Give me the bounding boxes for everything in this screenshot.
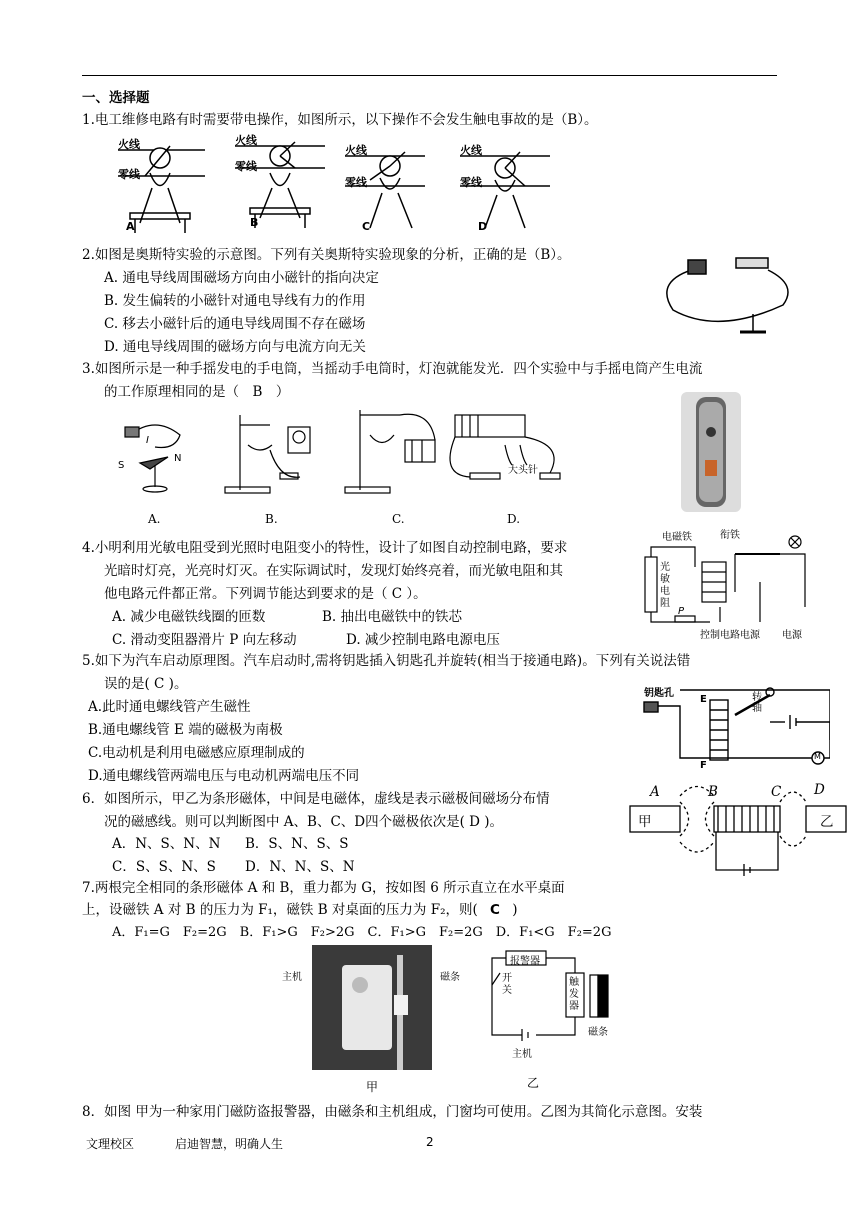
q6-fig-b: B xyxy=(708,784,718,800)
q6-fig-d: D xyxy=(814,782,825,798)
question-7-line2 xyxy=(82,898,518,918)
q8-fig-switch xyxy=(502,973,512,997)
q5-fig-axis xyxy=(752,692,762,714)
q4-circuit-figure xyxy=(640,522,815,640)
q8-fig-magnet-label: 磁条 xyxy=(440,972,460,983)
q1-live-wire-label-d: 火线 xyxy=(460,144,482,157)
q1-label-a: A xyxy=(126,220,135,233)
q3-label-c: C. xyxy=(392,512,405,526)
q6-magnets-figure xyxy=(628,782,848,877)
q1-live-wire-label-a: 火线 xyxy=(118,138,140,151)
q4-option-d: D. 减少控制电路电源电压 xyxy=(346,632,500,648)
question-5-line2: 误的是( C )。 xyxy=(104,676,188,692)
q3-label-d: D. xyxy=(507,512,521,526)
q8-photo-jia xyxy=(312,945,432,1070)
question-4-line2: 光暗时灯亮，光亮时灯灭。在实际调试时，发现灯始终亮着，而光敏电阻和其 xyxy=(104,563,563,579)
q3-experiments-figure xyxy=(110,405,570,500)
q7-line2-text: 上，设磁铁 A 对 B 的压力为 F₁，磁铁 B 对桌面的压力为 F₂，则( xyxy=(82,902,478,918)
question-7-line1: 7.两根完全相同的条形磁体 A 和 B，重力都为 G，按如图 6 所示直立在水平桌面 xyxy=(82,880,565,896)
q8-fig-trigger-char: 触 xyxy=(569,977,579,988)
q5-fig-m: M xyxy=(814,752,821,761)
q8-fig-magnet2: 磁条 xyxy=(588,1027,608,1038)
q4-option-a: A. 减少电磁铁线圈的匝数 xyxy=(112,609,266,625)
question-5-line1: 5.如下为汽车启动原理图。汽车启动时,需将钥匙插入钥匙孔并旋转(相当于接通电路)。下列有关说法错 xyxy=(82,653,691,669)
q8-fig-yi: 乙 xyxy=(527,1076,540,1090)
q2-option-b: B. 发生偏转的小磁针对通电导线有力的作用 xyxy=(104,293,366,309)
q3-label-a: A. xyxy=(148,512,161,526)
q6-fig-left: 甲 xyxy=(638,814,652,830)
question-4-line3: 他电路元件都正常。下列调节能达到要求的是（ C ）。 xyxy=(104,586,427,602)
q5-option-a: A.此时通电螺线管产生磁性 xyxy=(88,699,251,715)
q2-option-a: A. 通电导线周围磁场方向由小磁针的指向决定 xyxy=(104,270,379,286)
q6-option-a: A．N、S、N、N xyxy=(112,836,221,852)
q3-fig-pin: 大头针 xyxy=(508,465,538,476)
q6-option-c: C．S、S、N、S xyxy=(112,859,216,875)
q1-neutral-wire-label-a: 零线 xyxy=(118,168,140,181)
q8-fig-trigger xyxy=(569,977,579,1013)
q5-option-c: C.电动机是利用电磁感应原理制成的 xyxy=(88,745,305,761)
page-number: 2 xyxy=(426,1135,434,1149)
q3-fig-s: S xyxy=(118,460,125,471)
question-1-text: 1.电工维修电路有时需要带电操作，如图所示，以下操作不会发生触电事故的是（B）。 xyxy=(82,112,598,128)
q8-fig-trigger-char: 发 xyxy=(569,989,579,1000)
q2-option-d: D. 通电导线周围的磁场方向与电流方向无关 xyxy=(104,339,366,355)
q1-label-c: C xyxy=(362,220,371,233)
q6-fig-a: A xyxy=(650,784,660,800)
question-4-line1: 4.小明利用光敏电阻受到光照时电阻变小的特性，设计了如图自动控制电路，要求 xyxy=(82,540,568,556)
q6-option-d: D．N、N、S、N xyxy=(245,859,355,875)
footer-slogan: 启迪智慧，明确人生 xyxy=(175,1137,284,1151)
q3-fig-n: N xyxy=(174,453,182,464)
footer-campus: 文理校区 xyxy=(86,1137,135,1151)
question-6-line2: 况的磁感线。则可以判断图中 A、B、C、D四个磁极依次是( D )。 xyxy=(104,814,504,830)
question-3-line1: 3.如图所示是一种手摇发电的手电筒，当摇动手电筒时，灯泡就能发光．四个实验中与手摇电筒产生电流 xyxy=(82,361,703,377)
q4-fig-power: 电源 xyxy=(782,630,802,641)
q1-label-b: B xyxy=(250,216,259,229)
q8-diagram-yi xyxy=(480,945,620,1070)
q5-fig-e: E xyxy=(700,694,707,705)
q3-label-b: B. xyxy=(265,512,278,526)
q1-neutral-wire-label-c: 零线 xyxy=(345,176,367,189)
q3-fig-i: I xyxy=(146,435,149,446)
q7-answer: C xyxy=(490,902,500,918)
q4-option-b: B. 抽出电磁铁中的铁芯 xyxy=(322,609,463,625)
q1-neutral-wire-label-d: 零线 xyxy=(460,176,482,189)
q4-fig-control-power: 控制电路电源 xyxy=(700,630,760,641)
q2-option-c: C. 移去小磁针后的通电导线周围不存在磁场 xyxy=(104,316,366,332)
q8-fig-switch-char: 关 xyxy=(502,985,512,996)
q4-fig-p: P xyxy=(678,606,685,617)
q8-fig-jia: 甲 xyxy=(366,1080,379,1094)
q8-fig-trigger-char: 器 xyxy=(569,1001,579,1012)
q7-options: A．F₁=G F₂=2G B．F₁>G F₂>2G C．F₁>G F₂=2G D．F₁<G F₂=2G xyxy=(112,925,612,940)
q6-fig-right: 乙 xyxy=(820,814,834,830)
q1-live-wire-label-c: 火线 xyxy=(345,144,367,157)
question-2-text: 2.如图是奥斯特实验的示意图。下列有关奥斯特实验现象的分析，正确的是（B）。 xyxy=(82,247,571,263)
header-rule xyxy=(82,75,777,76)
q6-fig-c: C xyxy=(771,784,782,800)
q5-option-b: B.通电螺线管 E 端的磁极为南极 xyxy=(88,722,283,738)
section-title: 一、选择题 xyxy=(82,90,150,106)
q6-option-b: B．S、N、S、S xyxy=(245,836,349,852)
q8-fig-switch-char: 开 xyxy=(502,973,512,984)
question-6-line1: 6．如图所示，甲乙为条形磁体，中间是电磁体，虚线是表示磁极间磁场分布情 xyxy=(82,791,550,807)
q1-figure xyxy=(100,128,560,238)
q1-label-d: D xyxy=(478,220,488,233)
q4-fig-photo-char: 电 xyxy=(660,586,670,597)
q5-fig-axis-char: 轴 xyxy=(752,703,762,714)
question-8-line1: 8．如图 甲为一种家用门磁防盗报警器，由磁条和主机组成，门窗均可使用。乙图为其简化示意图。安装 xyxy=(82,1104,703,1120)
q5-fig-f: F xyxy=(700,760,707,771)
q5-fig-axis-char: 转 xyxy=(752,692,762,703)
q8-fig-host2: 主机 xyxy=(512,1049,532,1060)
q5-starter-figure xyxy=(640,680,830,775)
q3-flashlight-photo xyxy=(681,392,741,512)
q1-electrician-illustration xyxy=(100,128,560,238)
q1-neutral-wire-label-b: 零线 xyxy=(235,160,257,173)
q4-fig-armature: 衔铁 xyxy=(720,530,740,541)
question-3-line2: 的工作原理相同的是（ B ） xyxy=(104,384,290,400)
q5-fig-keyhole: 钥匙孔 xyxy=(644,688,674,699)
q5-option-d: D.通电螺线管两端电压与电动机两端电压不同 xyxy=(88,768,360,784)
q1-live-wire-label-b: 火线 xyxy=(235,134,257,147)
q4-option-c: C. 滑动变阻器滑片 P 向左移动 xyxy=(112,632,297,648)
q4-fig-photo-char: 敏 xyxy=(660,574,670,585)
q8-fig-alarm: 报警器 xyxy=(510,956,540,967)
q8-fig-host-label: 主机 xyxy=(282,972,302,983)
q2-oersted-figure xyxy=(658,240,798,340)
q4-fig-electromagnet: 电磁铁 xyxy=(662,532,692,543)
q4-fig-photoresistor xyxy=(660,562,670,610)
q7-line2-end: ) xyxy=(512,902,518,918)
q4-fig-photo-char: 光 xyxy=(660,562,670,573)
q4-fig-photo-char: 阻 xyxy=(660,598,670,609)
